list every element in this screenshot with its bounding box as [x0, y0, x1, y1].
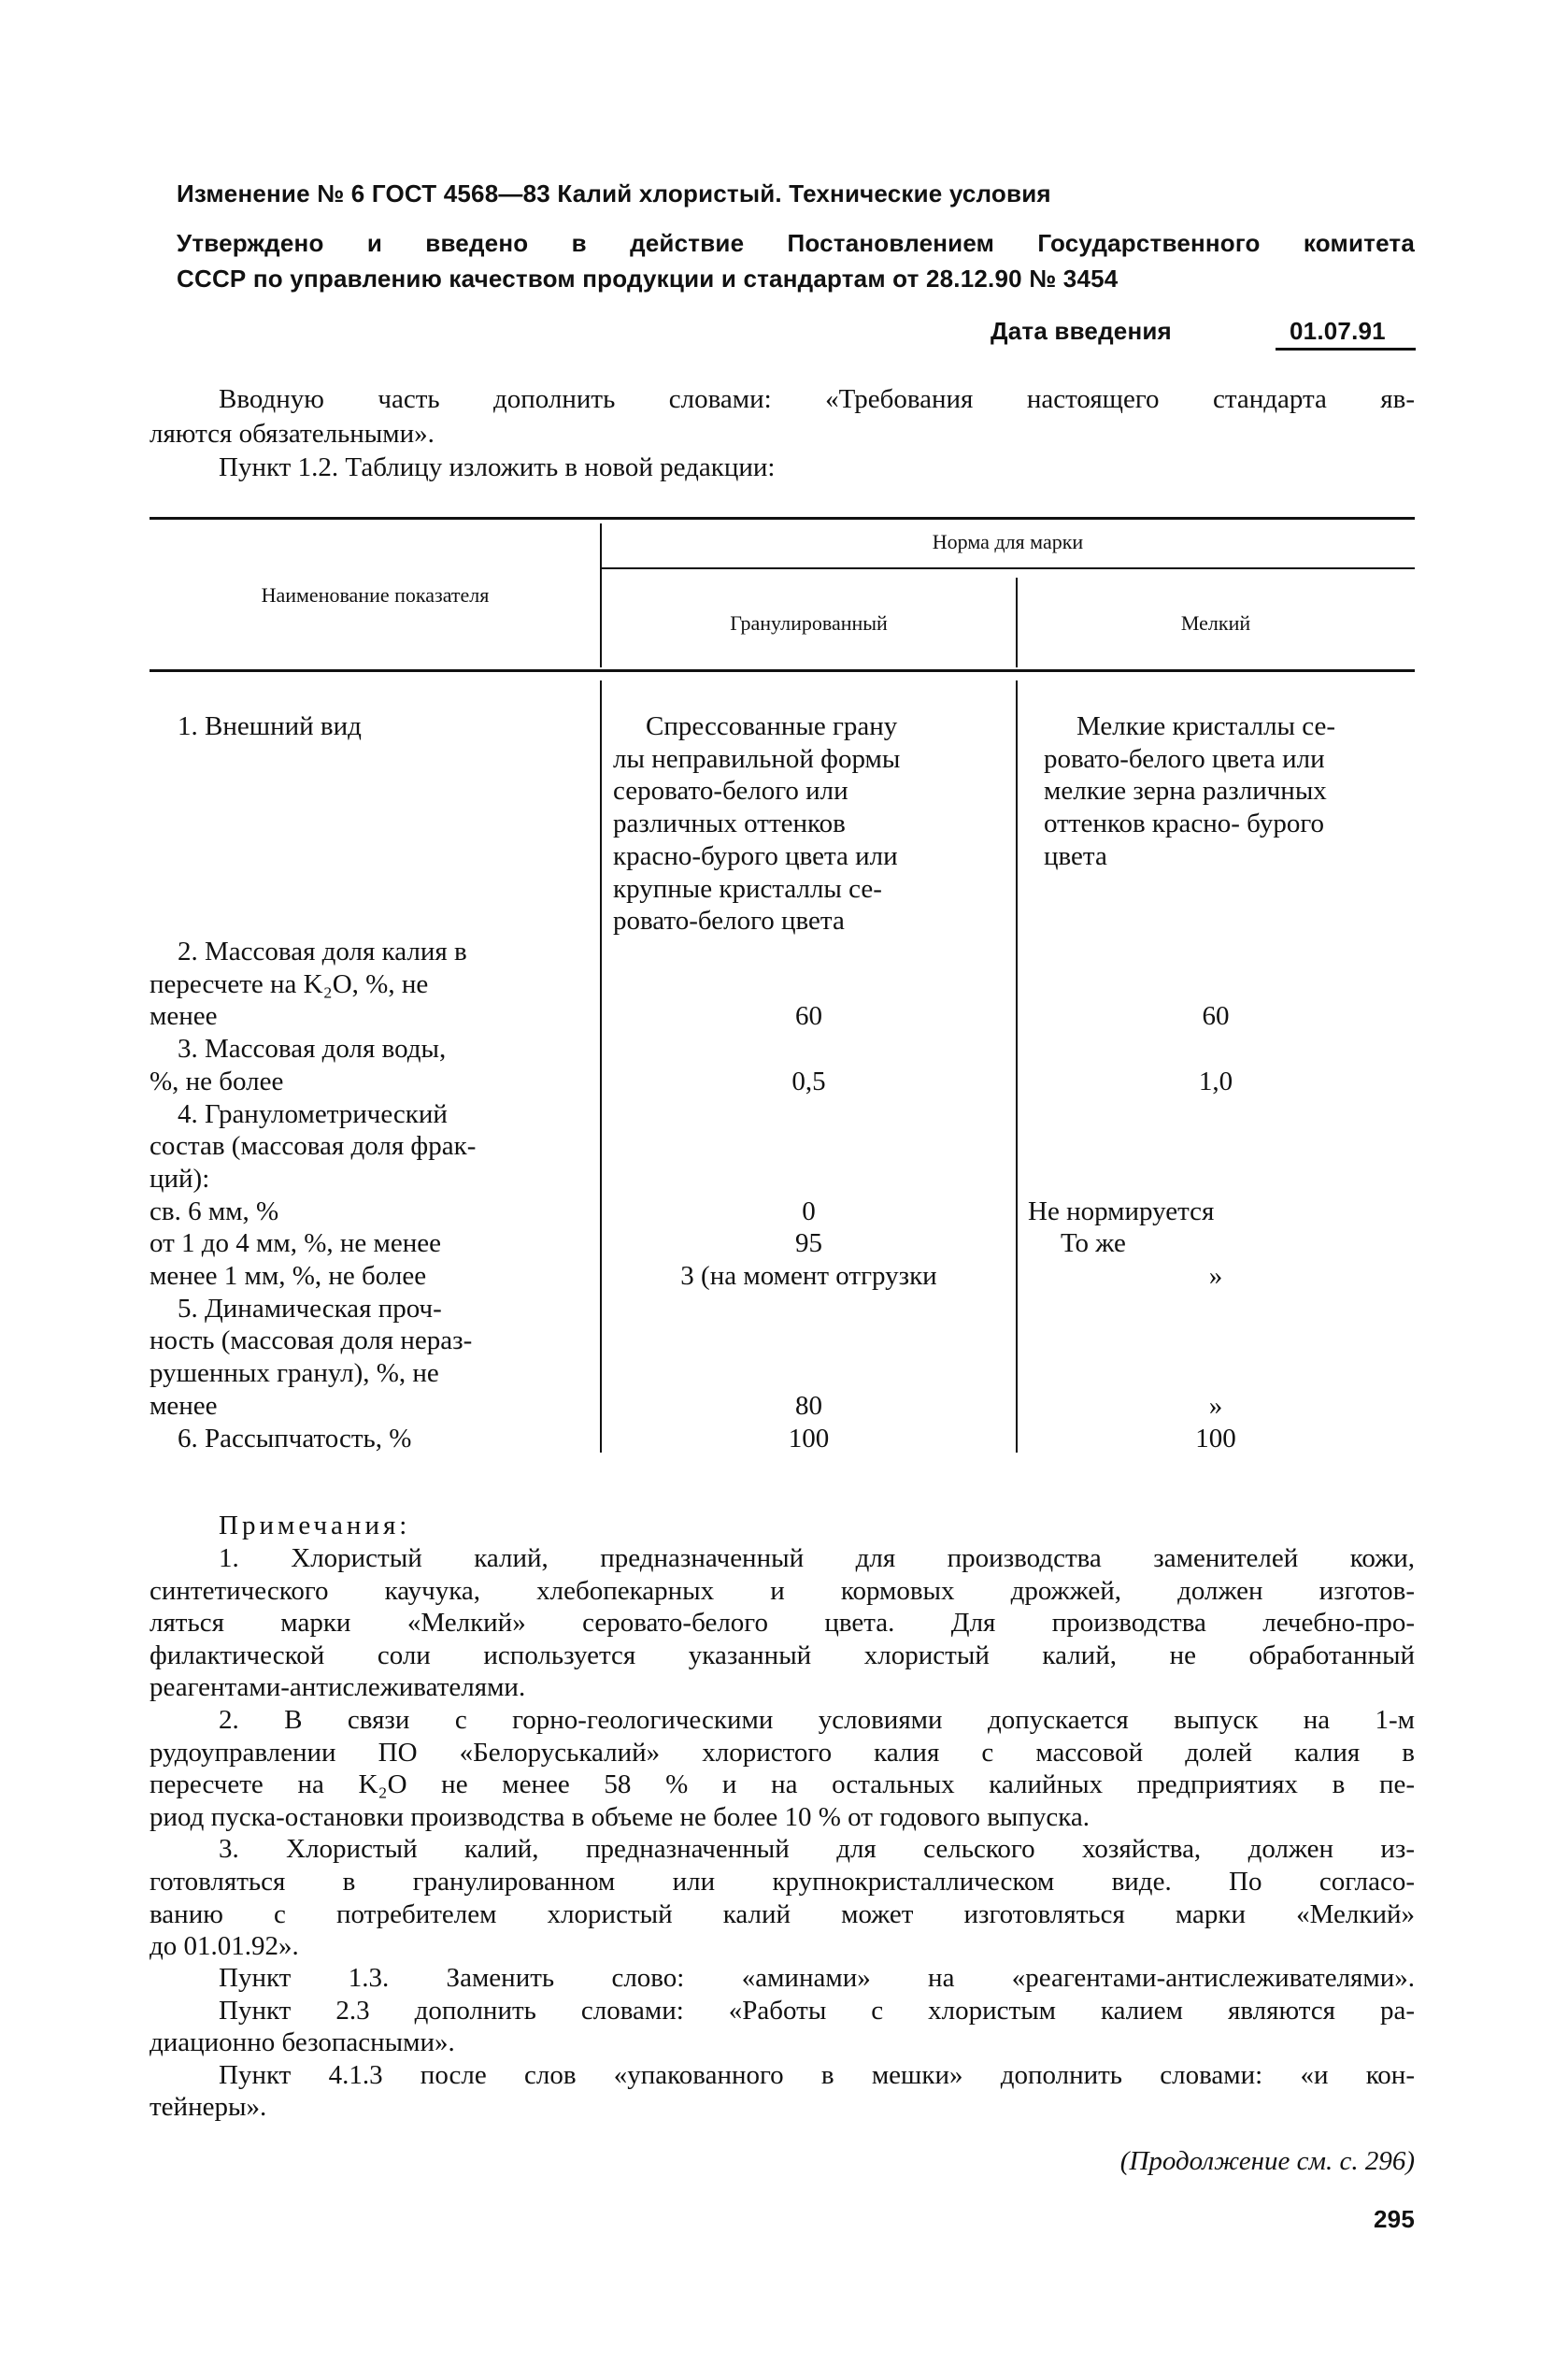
- note-line: ванию с потребителем хлористый калий может изготовляться марки «Мелкий»: [150, 1898, 1415, 1929]
- indicator-line: рушенных гранул), %, не: [150, 1358, 439, 1389]
- value-granulated: 0: [802, 1196, 816, 1226]
- amendment-line: тейнеры».: [150, 2092, 267, 2123]
- indicator-line: состав (массовая доля фрак-: [150, 1131, 477, 1162]
- fine-appearance-line: цвета: [1044, 840, 1107, 871]
- value-granulated: 95: [795, 1228, 822, 1259]
- granulated-appearance-line: различных оттенков: [613, 809, 846, 839]
- table-top-rule: [150, 517, 1415, 520]
- note-line: 2. В связи с горно-геологическими условиями допускается выпуск на 1-м: [219, 1705, 1415, 1735]
- fine-appearance-line: мелкие зерна различных: [1044, 776, 1327, 807]
- effective-date-value: 01.07.91: [1290, 317, 1386, 345]
- effective-date-label: Дата введения: [991, 317, 1172, 345]
- value-fine: 60: [1202, 1001, 1230, 1032]
- note-line: филактической соли используется указанный хлористый калий, не обработанный: [150, 1640, 1415, 1670]
- indicator-line: 2. Массовая доля калия в: [178, 937, 467, 967]
- indicator-line: ций):: [150, 1163, 210, 1194]
- fine-appearance-line: оттенков красно- бурого: [1044, 809, 1324, 839]
- table-header-bottom-rule: [150, 669, 1415, 672]
- value-granulated: 0,5: [791, 1066, 826, 1096]
- value-fine: »: [1208, 1261, 1223, 1291]
- value-fine: 100: [1195, 1423, 1236, 1454]
- amendment-line: диационно безопасными».: [150, 2027, 455, 2058]
- indicator-line: менее 1 мм, %, не более: [150, 1261, 427, 1291]
- header-indicator-name: Наименование показателя: [261, 583, 490, 607]
- indicator-line: %, не более: [150, 1066, 284, 1096]
- note-line: синтетического каучука, хлебопекарных и кормовых дрожжей, должен изготов-: [150, 1575, 1415, 1606]
- value-granulated: 3 (на момент отгрузки: [680, 1261, 937, 1291]
- fine-appearance-line: Мелкие кристаллы се-: [1076, 711, 1336, 741]
- fine-appearance-line: ровато-белого цвета или: [1044, 743, 1325, 774]
- indicator-line: 5. Динамическая проч-: [178, 1293, 442, 1324]
- indicator-line: 6. Рассыпчатость, %: [178, 1423, 412, 1454]
- indicator-line: менее: [150, 1390, 218, 1421]
- header-norm-for-grade: Норма для марки: [932, 530, 1084, 553]
- value-fine: »: [1208, 1390, 1223, 1421]
- granulated-appearance-line: ровато-белого цвета: [613, 906, 845, 937]
- indicator-line: 4. Гранулометрический: [178, 1098, 448, 1129]
- note-line: реагентами-антислеживателями.: [150, 1672, 526, 1703]
- value-granulated: 100: [788, 1423, 830, 1454]
- approval-line: Утверждено и введено в действие Постановлением Государственного комитета: [177, 229, 1415, 257]
- amendment-title: Изменение № 6 ГОСТ 4568—83 Калий хлористый. Технические условия: [177, 179, 1051, 208]
- value-fine: Не нормируется: [1028, 1196, 1215, 1226]
- note-line: до 01.01.92».: [150, 1931, 299, 1962]
- indicator-line: св. 6 мм, %: [150, 1196, 279, 1226]
- amendment-line: Пункт 1.3. Заменить слово: «аминами» на «реагентами-антислеживателями».: [219, 1963, 1415, 1993]
- indicator-line: от 1 до 4 мм, %, не менее: [150, 1228, 442, 1259]
- granulated-appearance-line: лы неправильной формы: [613, 743, 901, 774]
- note-line: 1. Хлористый калий, предназначенный для производства заменителей кожи,: [219, 1543, 1415, 1573]
- header-fine: Мелкий: [1180, 611, 1251, 635]
- value-granulated: 80: [795, 1390, 822, 1421]
- granulated-appearance-line: крупные кристаллы се-: [613, 873, 882, 904]
- granulated-appearance-line: серовато-белого или: [613, 776, 848, 807]
- page-number: 295: [1374, 2205, 1415, 2233]
- intro-line: Пункт 1.2. Таблицу изложить в новой редакции:: [219, 452, 776, 482]
- approval-line: СССР по управлению качеством продукции и стандартам от 28.12.90 № 3454: [177, 265, 1119, 293]
- note-line: готовляться в гранулированном или крупнокристаллическом виде. По согласо-: [150, 1867, 1415, 1897]
- amendment-line: Пункт 4.1.3 после слов «упакованного в мешки» дополнить словами: «и кон-: [219, 2059, 1415, 2090]
- intro-line: ляются обязательными».: [150, 419, 435, 449]
- notes-heading: Примечания:: [219, 1511, 411, 1540]
- value-granulated: 60: [795, 1001, 822, 1032]
- amendment-line: Пункт 2.3 дополнить словами: «Работы с хлористым калием являются ра-: [219, 1995, 1415, 2026]
- continuation-note: (Продолжение см. с. 296): [1119, 2146, 1415, 2176]
- indicator-line: менее: [150, 1001, 218, 1032]
- indicator-line: ность (массовая доля нераз-: [150, 1325, 473, 1356]
- table-group-rule: [601, 567, 1415, 569]
- note-line: риод пуска-остановки производства в объеме не более 10 % от годового выпуска.: [150, 1801, 1090, 1832]
- note-line: 3. Хлористый калий, предназначенный для сельского хозяйства, должен из-: [219, 1834, 1415, 1865]
- header-granulated: Гранулированный: [730, 611, 888, 635]
- granulated-appearance-line: красно-бурого цвета или: [613, 840, 898, 871]
- indicator-line: пересчете на K₂O, %, не: [150, 968, 429, 999]
- granulated-appearance-line: Спрессованные грану: [646, 711, 898, 741]
- indicator-line: 3. Массовая доля воды,: [178, 1034, 447, 1065]
- indicator-line: 1. Внешний вид: [178, 711, 362, 741]
- note-line: пересчете на K₂O не менее 58 % и на остальных калийных предприятиях в пе-: [150, 1769, 1415, 1800]
- intro-line: Вводную часть дополнить словами: «Требования настоящего стандарта яв-: [219, 384, 1415, 414]
- value-fine: То же: [1061, 1228, 1126, 1259]
- note-line: ляться марки «Мелкий» серовато-белого цвета. Для производства лечебно-про-: [150, 1608, 1415, 1639]
- value-fine: 1,0: [1198, 1066, 1233, 1096]
- note-line: рудоуправлении ПО «Белоруськалий» хлористого калия с массовой долей калия в: [150, 1737, 1415, 1768]
- date-underline: [1276, 348, 1416, 351]
